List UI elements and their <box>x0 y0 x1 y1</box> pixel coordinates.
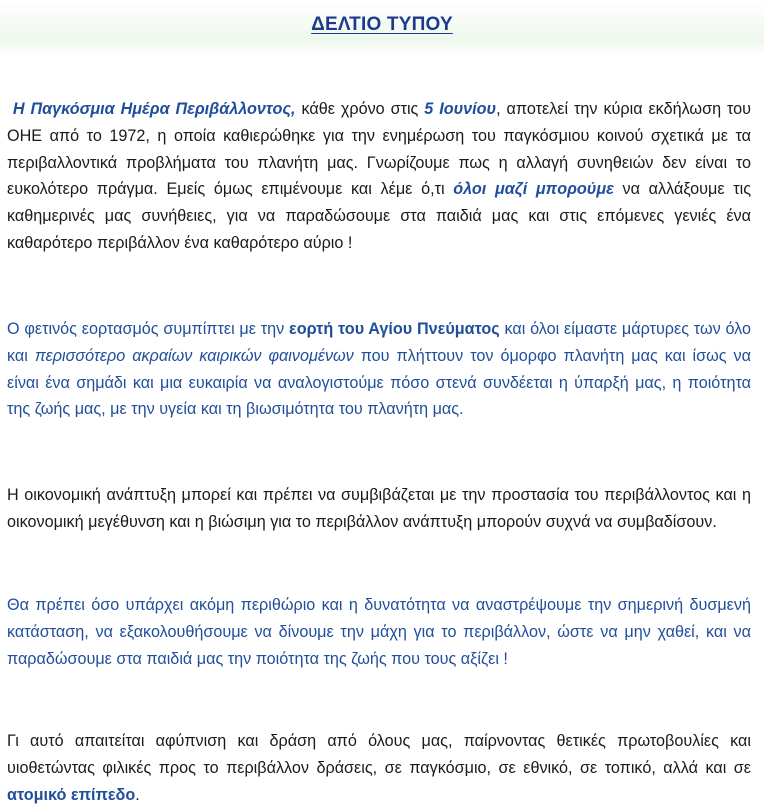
text-run: να αλλάξουμε τις καθημερινές μας συνήθειες, για να παραδώσουμε στα παιδιά μας και στις επόμενες γενιές ένα καθαρότερο περιβάλλον ένα καθαρότερο αύριο ! <box>7 180 752 252</box>
text-run: Η οικονομική ανάπτυξη μπορεί και πρέπει να συμβιβάζεται με την προστασία του περιβάλλοντος και η οικονομική μεγέθυνση και η βιώσιμη για το περιβάλλον ανάπτυξη μπορούν συχνά να συμβαδίσουν. <box>7 486 751 531</box>
paragraph-5 <box>7 728 751 808</box>
together-phrase: όλοι μαζί μπορούμε <box>453 180 614 199</box>
text-run: Θα πρέπει όσο υπάρχει ακόμη περιθώριο και η δυνατότητα να αναστρέψουμε την σημερινή δυσμενή κατάσταση, να εξακολουθήσουμε να δίνουμε την μάχη για το περιβάλλον, ώστε να μην χαθεί, και να παραδώσουμε στα παιδιά μας την ποιότητα της ζωής που τους αξίζει ! <box>7 596 751 668</box>
text-run: Γι αυτό απαιτείται αφύπνιση και δράση από όλους μας, παίρνοντας θετικές πρωτοβουλίες και υιοθετώντας φιλικές προς το περιβάλλον δράσεις, σε παγκόσμιο, σε εθνικό, σε τοπικό, αλλά και σε <box>7 732 751 777</box>
document-title: ΔΕΛΤΙΟ ΤΥΠΟΥ <box>311 14 453 35</box>
date-phrase: 5 Ιουνίου <box>424 100 497 118</box>
environment-day-phrase: Η Παγκόσμια Ημέρα Περιβάλλοντος, <box>12 100 296 118</box>
text-run: κάθε χρόνο στις <box>295 100 425 118</box>
text-run: και όλοι είμαστε μάρτυρες των όλο και <box>7 320 752 365</box>
text-run: Ο φετινός εορτασμός συμπίπτει με την <box>7 320 290 338</box>
paragraph-3 <box>7 482 751 536</box>
paragraph-2 <box>7 316 751 423</box>
paragraph-1 <box>7 96 751 257</box>
holy-spirit-phrase: εορτή του Αγίου Πνεύματος <box>289 320 500 338</box>
individual-level-phrase: ατομικό επίπεδο <box>7 785 136 804</box>
text-run: που πλήττουν τον όμορφο πλανήτη μας και ίσως να είναι ένα σημάδι και μια ευκαιρία να αναλογιστούμε πόσο στενά συνδέεται η ύπαρξή μας, η ποιότητα της ζωής μας, με την υγεία και τη βιωσιμότητα του πλανήτη μας. <box>7 346 751 419</box>
extreme-weather-phrase: περισσότερο ακραίων καιρικών φαινομένων <box>34 346 354 365</box>
paragraph-4 <box>7 592 751 672</box>
text-run: . <box>135 785 140 804</box>
text-run: , αποτελεί την κύρια εκδήλωση του ΟΗΕ από το 1972, η οποία καθιερώθηκε για την ενημέρωση του παγκόσμιου κοινού σχετικά με τα περιβαλλοντικά προβλήματα του πλανήτη μας. Γνωρίζουμε πως η αλλαγή συνηθειών δεν είναι το ευκολότερο πράγμα. Εμείς όμως επιμένουμε και λέμε ό,τι <box>7 100 751 199</box>
